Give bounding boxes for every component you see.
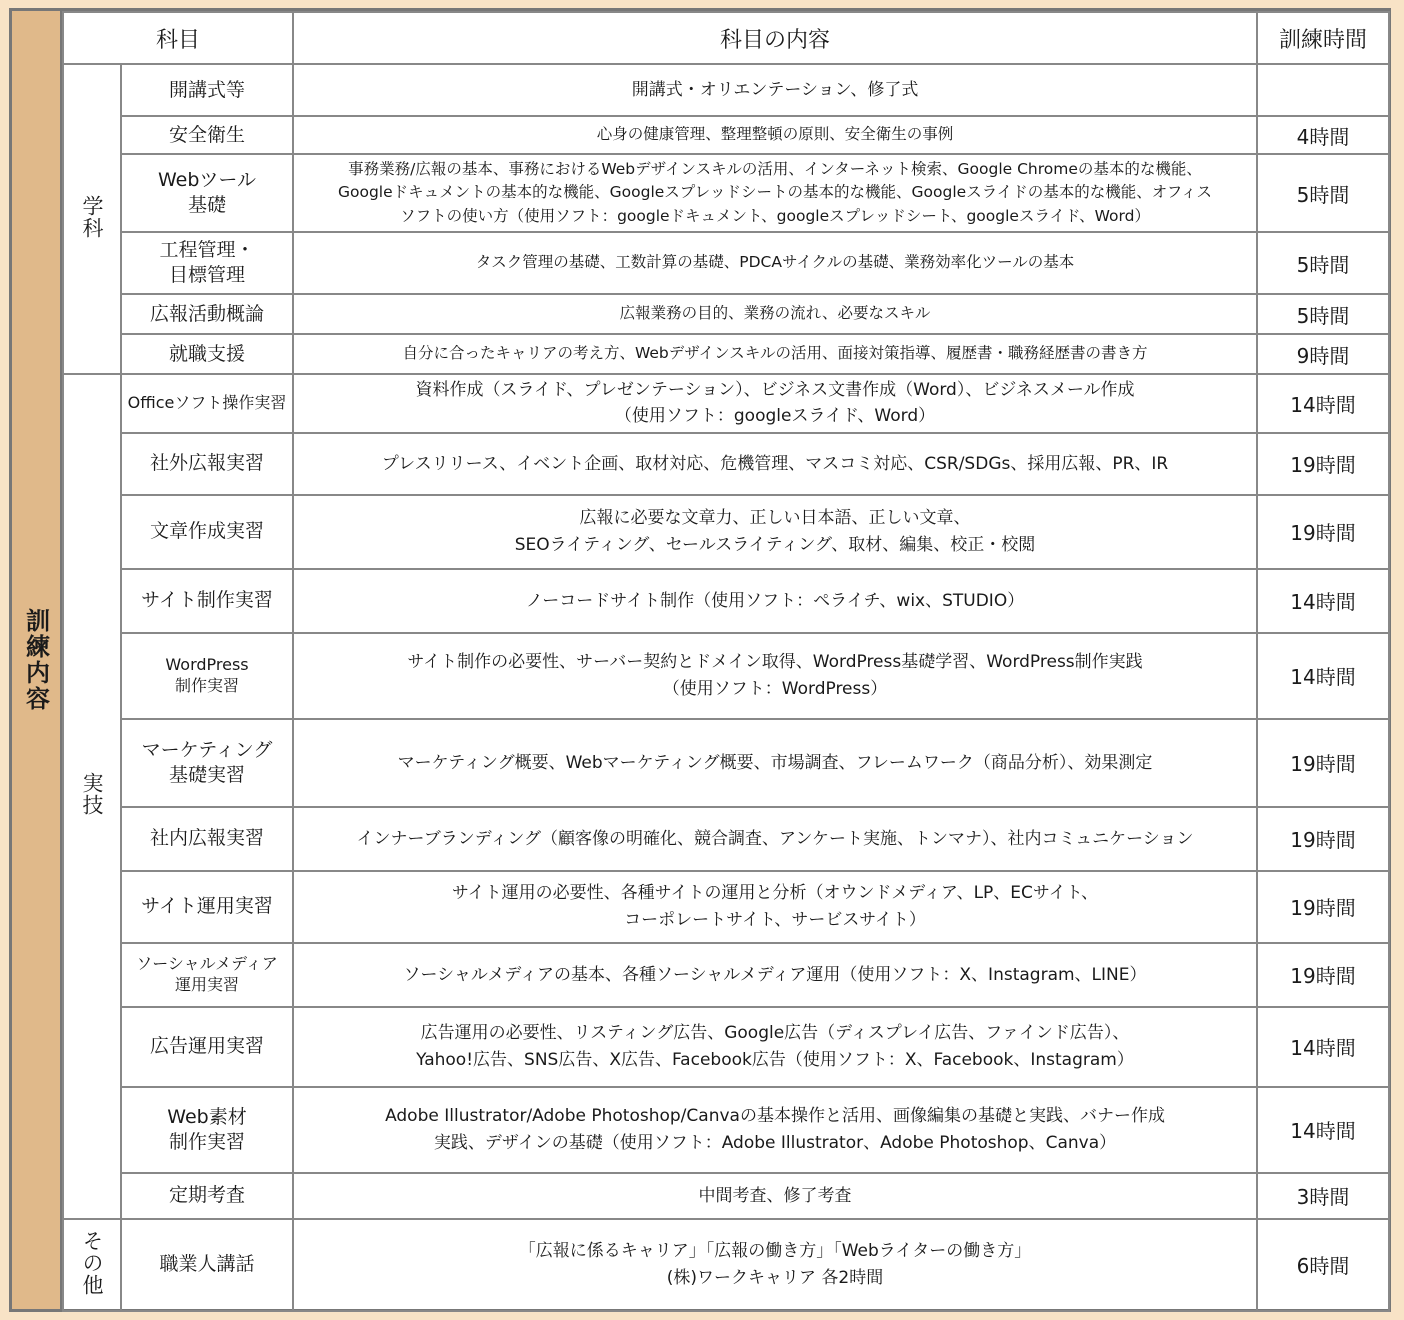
content-cell: 心身の健康管理、整理整頓の原則、安全衛生の事例 bbox=[293, 116, 1257, 154]
subject-cell: 工程管理・ 目標管理 bbox=[121, 232, 293, 294]
subject-cell: 広告運用実習 bbox=[121, 1007, 293, 1087]
content-cell: 資料作成（スライド、プレゼンテーション）、ビジネス文書作成（Word）、ビジネスメール作成 （使用ソフト：googleスライド、Word） bbox=[293, 374, 1257, 433]
table-row bbox=[63, 633, 1389, 719]
hours-cell: 14時間 bbox=[1257, 569, 1389, 633]
hours-cell: 19時間 bbox=[1257, 807, 1389, 871]
subject-cell: 社内広報実習 bbox=[121, 807, 293, 871]
hours-cell: 14時間 bbox=[1257, 374, 1389, 433]
content-cell: 広告運用の必要性、リスティング広告、Google広告（ディスプレイ広告、ファインド広告）、 Yahoo!広告、SNS広告、X広告、Facebook広告（使用ソフト：X、Facebook、Instagram） bbox=[293, 1007, 1257, 1087]
table-row bbox=[63, 495, 1389, 569]
content-cell: 広報に必要な文章力、正しい日本語、正しい文章、 SEOライティング、セールスライティング、取材、編集、校正・校閲 bbox=[293, 495, 1257, 569]
curriculum-table bbox=[62, 11, 1390, 1312]
subject-cell: サイト制作実習 bbox=[121, 569, 293, 633]
content-cell: 自分に合ったキャリアの考え方、Webデザインスキルの活用、面接対策指導、履歴書・職務経歴書の書き方 bbox=[293, 334, 1257, 374]
table-row bbox=[63, 433, 1389, 495]
hours-cell: 14時間 bbox=[1257, 1007, 1389, 1087]
hours-cell: 19時間 bbox=[1257, 433, 1389, 495]
subject-cell: 開講式等 bbox=[121, 64, 293, 116]
hours-cell: 5時間 bbox=[1257, 294, 1389, 334]
hours-cell: 14時間 bbox=[1257, 633, 1389, 719]
content-cell: 広報業務の目的、業務の流れ、必要なスキル bbox=[293, 294, 1257, 334]
hours-cell: 6時間 bbox=[1257, 1219, 1389, 1311]
subject-cell: 安全衛生 bbox=[121, 116, 293, 154]
content-cell: Adobe Illustrator/Adobe Photoshop/Canvaの基本操作と活用、画像編集の基礎と実践、バナー作成 実践、デザインの基礎（使用ソフト：Adobe Illustrator、Adobe Photoshop、Canva） bbox=[293, 1087, 1257, 1173]
subject-cell: Web素材 制作実習 bbox=[121, 1087, 293, 1173]
subject-cell: WordPress 制作実習 bbox=[121, 633, 293, 719]
category-cell-gakka bbox=[63, 64, 121, 374]
header-subject: 科目 bbox=[63, 12, 293, 64]
hours-cell: 4時間 bbox=[1257, 116, 1389, 154]
header-hours: 訓練時間 bbox=[1257, 12, 1389, 64]
table-row bbox=[63, 1173, 1389, 1219]
hours-cell: 14時間 bbox=[1257, 1087, 1389, 1173]
hours-cell: 19時間 bbox=[1257, 495, 1389, 569]
table-row bbox=[63, 569, 1389, 633]
hours-cell: 19時間 bbox=[1257, 871, 1389, 943]
subject-cell: Webツール 基礎 bbox=[121, 154, 293, 232]
hours-cell: 3時間 bbox=[1257, 1173, 1389, 1219]
subject-cell: マーケティング 基礎実習 bbox=[121, 719, 293, 807]
hours-cell: 19時間 bbox=[1257, 943, 1389, 1007]
table-row bbox=[63, 334, 1389, 374]
hours-cell: 5時間 bbox=[1257, 154, 1389, 232]
header-content: 科目の内容 bbox=[293, 12, 1257, 64]
content-cell: インナーブランディング（顧客像の明確化、競合調査、アンケート実施、トンマナ）、社内コミュニケーション bbox=[293, 807, 1257, 871]
table-row bbox=[63, 232, 1389, 294]
category-cell-jitsugi bbox=[63, 374, 121, 1219]
category-cell-other bbox=[63, 1219, 121, 1311]
subject-cell: Officeソフト操作実習 bbox=[121, 374, 293, 433]
content-cell: 中間考査、修了考査 bbox=[293, 1173, 1257, 1219]
table-row bbox=[63, 374, 1389, 433]
content-cell: プレスリリース、イベント企画、取材対応、危機管理、マスコミ対応、CSR/SDGs、採用広報、PR、IR bbox=[293, 433, 1257, 495]
subject-cell: 社外広報実習 bbox=[121, 433, 293, 495]
hours-cell: 19時間 bbox=[1257, 719, 1389, 807]
content-cell: タスク管理の基礎、工数計算の基礎、PDCAサイクルの基礎、業務効率化ツールの基本 bbox=[293, 232, 1257, 294]
table-row bbox=[63, 64, 1389, 116]
table-row bbox=[63, 807, 1389, 871]
table-row bbox=[63, 871, 1389, 943]
subject-cell: ソーシャルメディア 運用実習 bbox=[121, 943, 293, 1007]
hours-cell bbox=[1257, 64, 1389, 116]
content-cell: ノーコードサイト制作（使用ソフト：ペライチ、wix、STUDIO） bbox=[293, 569, 1257, 633]
content-cell: 「広報に係るキャリア」「広報の働き方」「Webライターの働き方」 (株)ワークキャリア 各2時間 bbox=[293, 1219, 1257, 1311]
table-row bbox=[63, 943, 1389, 1007]
content-cell: 開講式・オリエンテーション、修了式 bbox=[293, 64, 1257, 116]
side-label-cell bbox=[12, 11, 62, 1309]
table-row bbox=[63, 154, 1389, 232]
category-label: その他 bbox=[80, 1229, 104, 1296]
subject-cell: 文章作成実習 bbox=[121, 495, 293, 569]
subject-cell: 広報活動概論 bbox=[121, 294, 293, 334]
training-content-frame bbox=[9, 8, 1391, 1312]
category-label: 実技 bbox=[80, 772, 104, 817]
subject-cell: 定期考査 bbox=[121, 1173, 293, 1219]
table-row bbox=[63, 1087, 1389, 1173]
content-cell: マーケティング概要、Webマーケティング概要、市場調査、フレームワーク（商品分析）、効果測定 bbox=[293, 719, 1257, 807]
hours-cell: 5時間 bbox=[1257, 232, 1389, 294]
table-row bbox=[63, 116, 1389, 154]
table-row bbox=[63, 1219, 1389, 1311]
category-label: 学科 bbox=[80, 195, 104, 239]
header-row bbox=[63, 12, 1389, 64]
hours-cell: 9時間 bbox=[1257, 334, 1389, 374]
subject-cell: サイト運用実習 bbox=[121, 871, 293, 943]
table-row bbox=[63, 719, 1389, 807]
table-row bbox=[63, 1007, 1389, 1087]
content-cell: 事務業務/広報の基本、事務におけるWebデザインスキルの活用、インターネット検索、Google Chromeの基本的な機能、 Googleドキュメントの基本的な機能、Googleスプレッドシートの基本的な機能、Googleスライドの基本的な機能、オフィス ソフトの使い方（使用ソフト：googleドキュメント、googleスプレッドシート、googleスライド、Word） bbox=[293, 154, 1257, 232]
content-cell: ソーシャルメディアの基本、各種ソーシャルメディア運用（使用ソフト：X、Instagram、LINE） bbox=[293, 943, 1257, 1007]
side-label: 訓練内容 bbox=[21, 608, 50, 712]
content-cell: サイト運用の必要性、各種サイトの運用と分析（オウンドメディア、LP、ECサイト、 コーポレートサイト、サービスサイト） bbox=[293, 871, 1257, 943]
content-cell: サイト制作の必要性、サーバー契約とドメイン取得、WordPress基礎学習、WordPress制作実践 （使用ソフト：WordPress） bbox=[293, 633, 1257, 719]
subject-cell: 職業人講話 bbox=[121, 1219, 293, 1311]
subject-cell: 就職支援 bbox=[121, 334, 293, 374]
table-row bbox=[63, 294, 1389, 334]
